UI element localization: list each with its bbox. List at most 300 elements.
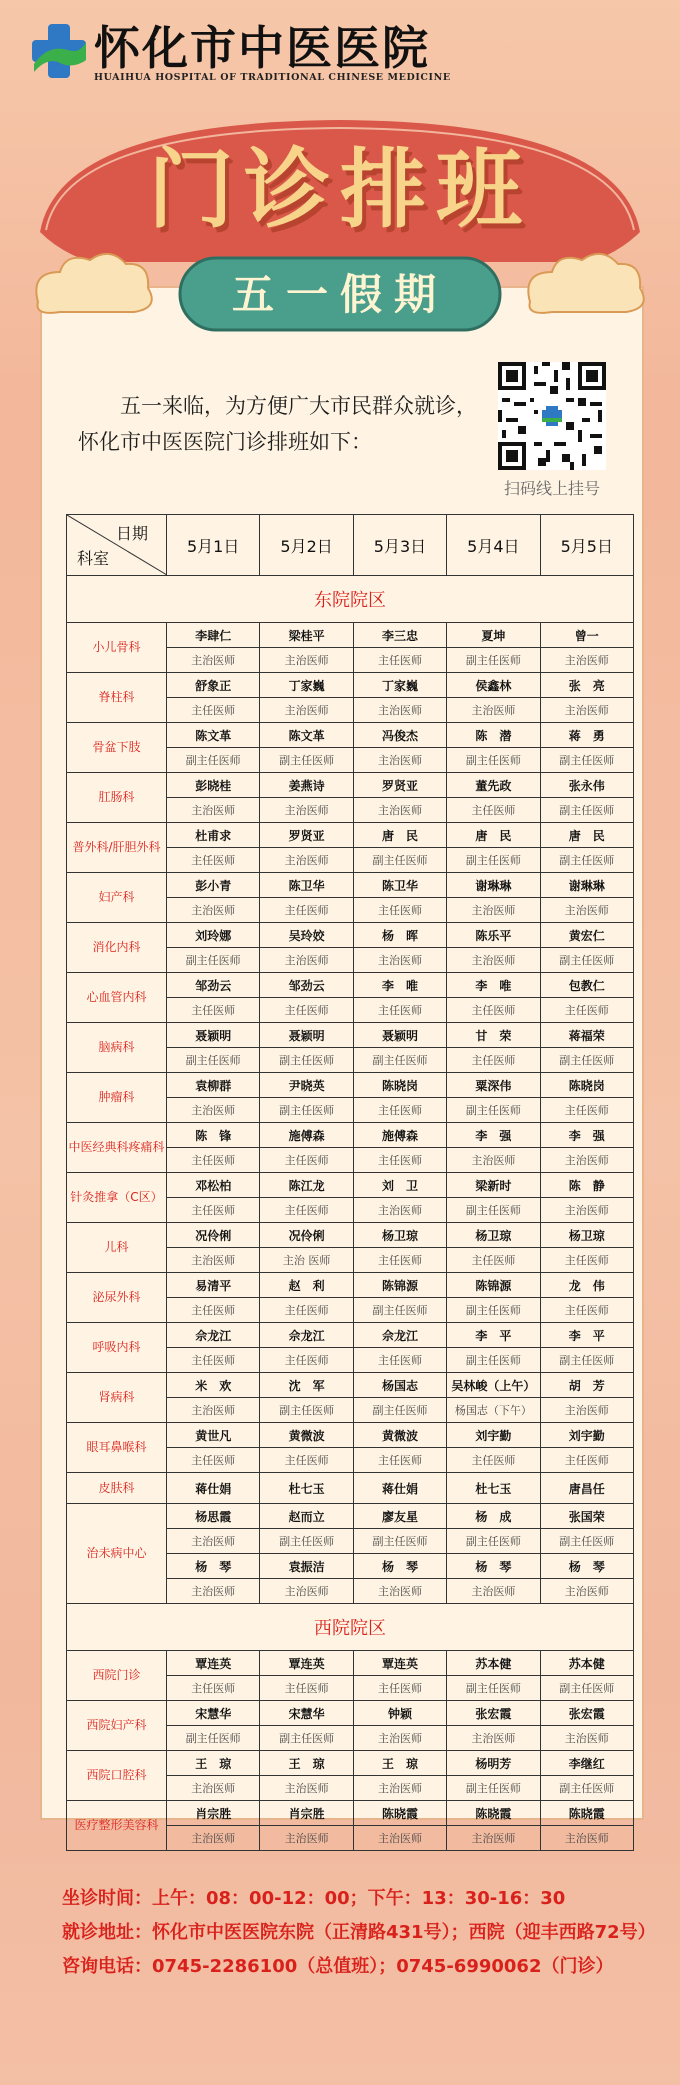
doctor-name: 粟深伟 (447, 1073, 540, 1098)
doctor-row (67, 1173, 634, 1198)
department-name: 眼耳鼻喉科 (67, 1423, 167, 1473)
phone-line (62, 1950, 662, 1984)
doctor-title: 主任医师 (353, 1348, 446, 1373)
table-header-row (67, 515, 634, 576)
doctor-name: 覃连英 (353, 1651, 446, 1676)
doctor-title: 主任医师 (353, 1676, 446, 1701)
doctor-name: 黄世凡 (167, 1423, 260, 1448)
doctor-title: 副主任医师 (447, 1198, 540, 1223)
doctor-name: 袁振洁 (260, 1554, 353, 1579)
doctor-title: 主治医师 (167, 898, 260, 923)
doctor-title: 主任医师 (447, 798, 540, 823)
doctor-title: 副主任医师 (447, 1298, 540, 1323)
doctor-row (67, 1123, 634, 1148)
date-header: 5月5日 (540, 515, 633, 576)
doctor-name: 况伶俐 (167, 1223, 260, 1248)
intro-text (78, 388, 498, 460)
doctor-name: 苏本健 (540, 1651, 633, 1676)
doctor-name: 陈锦源 (447, 1273, 540, 1298)
doctor-name: 刘玲娜 (167, 923, 260, 948)
doctor-title: 主任医师 (260, 1148, 353, 1173)
doctor-title: 主治医师 (167, 1826, 260, 1851)
doctor-title: 主治医师 (167, 1248, 260, 1273)
doctor-title: 主治医师 (353, 1776, 446, 1801)
section-row-east (67, 576, 634, 623)
doctor-title: 主治医师 (540, 1826, 633, 1851)
section-row-west (67, 1604, 634, 1651)
doctor-row (67, 1373, 634, 1398)
doctor-title: 主任医师 (260, 1448, 353, 1473)
department-name: 骨盆下肢 (67, 723, 167, 773)
doctor-name: 陈文革 (167, 723, 260, 748)
doctor-title: 主任医师 (167, 698, 260, 723)
doctor-title: 副主任医师 (353, 1298, 446, 1323)
doctor-name: 李 唯 (353, 973, 446, 998)
doctor-name: 杨 晖 (353, 923, 446, 948)
doctor-title: 主任医师 (540, 998, 633, 1023)
doctor-title: 副主任医师 (353, 1048, 446, 1073)
doctor-row (67, 973, 634, 998)
doctor-name: 梁桂平 (260, 623, 353, 648)
corner-cell (67, 515, 167, 576)
doctor-name: 董先政 (447, 773, 540, 798)
doctor-name: 舒象正 (167, 673, 260, 698)
doctor-title: 主任医师 (447, 1248, 540, 1273)
qr-caption: 扫码线上挂号 (503, 479, 600, 498)
doctor-name: 宋慧华 (167, 1701, 260, 1726)
doctor-name: 李继红 (540, 1751, 633, 1776)
doctor-title: 主治医师 (447, 1826, 540, 1851)
address-value: 怀化市中医医院东院（正清路431号）；西院（迎丰西路72号） (152, 1922, 656, 1943)
doctor-title: 主治医师 (260, 1579, 353, 1604)
doctor-name: 陈晓霞 (353, 1801, 446, 1826)
doctor-name: 聂颖明 (167, 1023, 260, 1048)
doctor-title: 主任医师 (167, 848, 260, 873)
doctor-title: 主任医师 (447, 1448, 540, 1473)
doctor-name: 佘龙江 (260, 1323, 353, 1348)
doctor-name: 邹劲云 (260, 973, 353, 998)
doctor-name: 杨国志 (353, 1373, 446, 1398)
qr-code-icon[interactable] (498, 362, 606, 470)
doctor-title: 主任医师 (447, 1048, 540, 1073)
doctor-title: 主治医师 (167, 648, 260, 673)
doctor-name: 冯俊杰 (353, 723, 446, 748)
doctor-title: 主任医师 (260, 1198, 353, 1223)
phone-label: 咨询电话： (62, 1956, 152, 1977)
doctor-title: 主任医师 (167, 1148, 260, 1173)
doctor-name: 张国荣 (540, 1504, 633, 1529)
doctor-name: 包教仁 (540, 973, 633, 998)
doctor-title: 主治医师 (353, 1726, 446, 1751)
address-line (62, 1916, 662, 1950)
doctor-name: 陈晓霞 (540, 1801, 633, 1826)
doctor-title: 主治 医师 (260, 1248, 353, 1273)
doctor-title: 副主任医师 (540, 798, 633, 823)
date-header: 5月2日 (260, 515, 353, 576)
doctor-name: 夏坤 (447, 623, 540, 648)
doctor-title: 副主任医师 (167, 948, 260, 973)
doctor-title: 主治医师 (540, 1398, 633, 1423)
doctor-name: 蒋仕娟 (353, 1473, 446, 1504)
section-label: 东院院区 (67, 576, 634, 623)
doctor-name: 曾一 (540, 623, 633, 648)
doctor-title: 主治医师 (167, 1529, 260, 1554)
doctor-title: 副主任医师 (260, 1048, 353, 1073)
doctor-title: 主治医师 (260, 848, 353, 873)
doctor-name: 钟颖 (353, 1701, 446, 1726)
doctor-name: 陈锦源 (353, 1273, 446, 1298)
doctor-title: 副主任医师 (540, 1048, 633, 1073)
doctor-title: 副主任医师 (260, 1529, 353, 1554)
doctor-title: 主治医师 (167, 1098, 260, 1123)
department-name: 脊柱科 (67, 673, 167, 723)
doctor-name: 施傅森 (353, 1123, 446, 1148)
department-name: 肿瘤科 (67, 1073, 167, 1123)
hours-label: 坐诊时间： (62, 1888, 152, 1909)
doctor-title: 主治医师 (447, 698, 540, 723)
doctor-name: 刘宇勤 (447, 1423, 540, 1448)
doctor-title: 主任医师 (167, 1298, 260, 1323)
doctor-title: 副主任医师 (260, 1398, 353, 1423)
doctor-title: 主治医师 (353, 748, 446, 773)
doctor-title: 主治医师 (260, 698, 353, 723)
doctor-name: 彭晓桂 (167, 773, 260, 798)
department-name: 泌尿外科 (67, 1273, 167, 1323)
doctor-title: 主任医师 (167, 1348, 260, 1373)
doctor-title: 副主任医师 (260, 1726, 353, 1751)
doctor-name: 苏本健 (447, 1651, 540, 1676)
doctor-name: 彭小青 (167, 873, 260, 898)
doctor-title: 主治医师 (540, 698, 633, 723)
doctor-title: 副主任医师 (540, 1776, 633, 1801)
doctor-name: 覃连英 (260, 1651, 353, 1676)
department-name: 儿科 (67, 1223, 167, 1273)
doctor-row (67, 1423, 634, 1448)
doctor-name: 谢琳琳 (447, 873, 540, 898)
doctor-name: 杨明芳 (447, 1751, 540, 1776)
doctor-title: 主治医师 (540, 1579, 633, 1604)
doctor-title: 副主任医师 (540, 748, 633, 773)
doctor-name: 张宏霞 (447, 1701, 540, 1726)
doctor-name: 聂颖明 (260, 1023, 353, 1048)
hospital-name: 怀化市中医医院 (94, 21, 430, 75)
doctor-name: 肖宗胜 (260, 1801, 353, 1826)
doctor-name: 杜七玉 (260, 1473, 353, 1504)
doctor-title: 副主任医师 (540, 848, 633, 873)
doctor-name: 肖宗胜 (167, 1801, 260, 1826)
corner-date-label: 日期 (115, 524, 148, 543)
doctor-name: 况伶俐 (260, 1223, 353, 1248)
doctor-name: 黄微波 (260, 1423, 353, 1448)
doctor-title: 主治医师 (260, 948, 353, 973)
doctor-name: 罗贤亚 (260, 823, 353, 848)
corner-dept-label: 科室 (77, 549, 110, 568)
doctor-title: 主任医师 (167, 1676, 260, 1701)
doctor-title: 主任医师 (540, 1098, 633, 1123)
doctor-title: 主任医师 (167, 1198, 260, 1223)
doctor-name: 陈 静 (540, 1173, 633, 1198)
doctor-title: 主治医师 (260, 1776, 353, 1801)
department-name: 小儿骨科 (67, 623, 167, 673)
doctor-title: 副主任医师 (540, 1676, 633, 1701)
doctor-row (67, 1473, 634, 1504)
doctor-title: 主任医师 (260, 998, 353, 1023)
banner-subtitle: 五一假期 (231, 270, 448, 319)
doctor-title: 杨国志（下午） (447, 1398, 540, 1423)
address-label: 就诊地址： (62, 1922, 152, 1943)
doctor-name: 王 琼 (167, 1751, 260, 1776)
doctor-name: 蒋福荣 (540, 1023, 633, 1048)
doctor-name: 梁新时 (447, 1173, 540, 1198)
doctor-title: 副主任医师 (353, 1529, 446, 1554)
doctor-name: 米 欢 (167, 1373, 260, 1398)
doctor-name: 陈卫华 (353, 873, 446, 898)
doctor-name: 姜燕诗 (260, 773, 353, 798)
doctor-title: 主任医师 (353, 998, 446, 1023)
doctor-name: 龙 伟 (540, 1273, 633, 1298)
doctor-row (67, 1504, 634, 1529)
department-name: 妇产科 (67, 873, 167, 923)
doctor-name: 杨思霞 (167, 1504, 260, 1529)
hospital-name-en: HUAIHUA HOSPITAL OF TRADITIONAL CHINESE MEDICINE (94, 72, 451, 83)
doctor-name: 杨 琴 (447, 1554, 540, 1579)
doctor-name: 陈乐平 (447, 923, 540, 948)
doctor-name: 廖友星 (353, 1504, 446, 1529)
doctor-name: 聂颖明 (353, 1023, 446, 1048)
doctor-name: 陈卫华 (260, 873, 353, 898)
doctor-title: 主任医师 (540, 1248, 633, 1273)
department-name: 心血管内科 (67, 973, 167, 1023)
doctor-title: 主治医师 (447, 1726, 540, 1751)
doctor-title: 主任医师 (260, 1676, 353, 1701)
doctor-name: 黄宏仁 (540, 923, 633, 948)
doctor-row (67, 1323, 634, 1348)
date-header: 5月1日 (167, 515, 260, 576)
department-name: 呼吸内科 (67, 1323, 167, 1373)
doctor-row (67, 1651, 634, 1676)
intro-line-2: 怀化市中医医院门诊排班如下： (78, 430, 372, 454)
phone-value[interactable]: 0745-2286100（总值班）；0745-6990062（门诊） (152, 1956, 614, 1977)
doctor-title: 主治医师 (447, 898, 540, 923)
doctor-name: 陈晓岗 (540, 1073, 633, 1098)
department-name: 针灸推拿（C区） (67, 1173, 167, 1223)
doctor-title: 主任医师 (260, 898, 353, 923)
doctor-title: 副主任医师 (447, 748, 540, 773)
doctor-name: 陈晓岗 (353, 1073, 446, 1098)
department-name: 西院门诊 (67, 1651, 167, 1701)
doctor-row (67, 723, 634, 748)
doctor-title: 主任医师 (260, 1298, 353, 1323)
doctor-name: 杨 成 (447, 1504, 540, 1529)
department-name: 皮肤科 (67, 1473, 167, 1504)
doctor-title: 主任医师 (167, 1448, 260, 1473)
doctor-name: 甘 荣 (447, 1023, 540, 1048)
doctor-title: 副主任医师 (260, 1098, 353, 1123)
doctor-name: 杨 琴 (540, 1554, 633, 1579)
doctor-name: 王 琼 (353, 1751, 446, 1776)
doctor-name: 罗贤亚 (353, 773, 446, 798)
doctor-title: 主治医师 (167, 1579, 260, 1604)
doctor-title: 副主任医师 (447, 1676, 540, 1701)
doctor-row (67, 673, 634, 698)
doctor-title: 副主任医师 (447, 1776, 540, 1801)
doctor-name: 张永伟 (540, 773, 633, 798)
doctor-name: 李 平 (540, 1323, 633, 1348)
doctor-name: 王 琼 (260, 1751, 353, 1776)
doctor-name: 陈 潜 (447, 723, 540, 748)
doctor-row (67, 923, 634, 948)
date-header: 5月3日 (353, 515, 446, 576)
doctor-title: 主治医师 (167, 1776, 260, 1801)
doctor-title: 主治医师 (447, 948, 540, 973)
doctor-name: 刘宇勤 (540, 1423, 633, 1448)
doctor-title: 主治医师 (260, 1826, 353, 1851)
doctor-name: 李 强 (447, 1123, 540, 1148)
doctor-name: 邹劲云 (167, 973, 260, 998)
doctor-title: 主治医师 (447, 1148, 540, 1173)
doctor-name: 侯鑫林 (447, 673, 540, 698)
doctor-title: 主治医师 (353, 1579, 446, 1604)
doctor-name: 沈 军 (260, 1373, 353, 1398)
doctor-title: 主治医师 (353, 948, 446, 973)
doctor-name: 陈 锋 (167, 1123, 260, 1148)
department-name: 西院妇产科 (67, 1701, 167, 1751)
doctor-title: 副主任医师 (447, 648, 540, 673)
doctor-name: 吴玲姣 (260, 923, 353, 948)
doctor-title: 主治医师 (167, 798, 260, 823)
doctor-name: 杜七玉 (447, 1473, 540, 1504)
doctor-name: 丁家巍 (260, 673, 353, 698)
department-name: 西院口腔科 (67, 1751, 167, 1801)
doctor-row (67, 1701, 634, 1726)
intro-line-1: 五一来临，为方便广大市民群众就诊， (120, 394, 477, 418)
hospital-logo (28, 20, 468, 86)
doctor-title: 副主任医师 (447, 1529, 540, 1554)
doctor-title: 副主任医师 (167, 748, 260, 773)
doctor-title: 主任医师 (353, 1098, 446, 1123)
doctor-title: 副主任医师 (353, 1398, 446, 1423)
doctor-title: 主任医师 (447, 998, 540, 1023)
doctor-title: 主治医师 (540, 1148, 633, 1173)
medical-cross-icon (28, 20, 90, 82)
doctor-title: 副主任医师 (447, 1348, 540, 1373)
section-label: 西院院区 (67, 1604, 634, 1651)
doctor-name: 杨卫琼 (447, 1223, 540, 1248)
date-header: 5月4日 (447, 515, 540, 576)
doctor-name: 陈晓霞 (447, 1801, 540, 1826)
doctor-name: 赵 利 (260, 1273, 353, 1298)
doctor-title: 主任医师 (353, 1448, 446, 1473)
doctor-name: 杨卫琼 (353, 1223, 446, 1248)
doctor-name: 陈文革 (260, 723, 353, 748)
doctor-name: 李三忠 (353, 623, 446, 648)
banner-title: 门诊排班 (148, 139, 532, 240)
department-name: 肛肠科 (67, 773, 167, 823)
doctor-title: 副主任医师 (540, 1348, 633, 1373)
doctor-name: 胡 芳 (540, 1373, 633, 1398)
doctor-name: 唐 民 (540, 823, 633, 848)
doctor-name: 杜甫求 (167, 823, 260, 848)
doctor-row (67, 873, 634, 898)
doctor-row (67, 1273, 634, 1298)
doctor-name: 丁家巍 (353, 673, 446, 698)
doctor-name: 张宏霞 (540, 1701, 633, 1726)
doctor-name: 佘龙江 (167, 1323, 260, 1348)
doctor-title: 副主任医师 (167, 1726, 260, 1751)
doctor-title: 主治医师 (353, 798, 446, 823)
doctor-title: 主任医师 (167, 998, 260, 1023)
doctor-row (67, 1023, 634, 1048)
doctor-title: 副主任医师 (353, 848, 446, 873)
doctor-title: 主治医师 (353, 1826, 446, 1851)
doctor-row (67, 773, 634, 798)
doctor-name: 施傅森 (260, 1123, 353, 1148)
doctor-title: 主治医师 (353, 1198, 446, 1223)
doctor-title: 主任医师 (353, 1148, 446, 1173)
doctor-title: 副主任医师 (447, 848, 540, 873)
doctor-row (67, 1073, 634, 1098)
doctor-name: 蒋仕娟 (167, 1473, 260, 1504)
doctor-title: 副主任医师 (447, 1098, 540, 1123)
doctor-title: 主任医师 (260, 1348, 353, 1373)
doctor-row (67, 823, 634, 848)
department-name: 脑病科 (67, 1023, 167, 1073)
doctor-name: 佘龙江 (353, 1323, 446, 1348)
doctor-row (67, 623, 634, 648)
doctor-name: 刘 卫 (353, 1173, 446, 1198)
doctor-row (67, 1801, 634, 1826)
doctor-name: 唐 民 (447, 823, 540, 848)
department-name: 中医经典科疼痛科 (67, 1123, 167, 1173)
hours-value: 上午：08：00-12：00；下午：13：30-16：30 (152, 1888, 566, 1909)
doctor-name: 杨 琴 (353, 1554, 446, 1579)
doctor-name: 张 亮 (540, 673, 633, 698)
title-banner (30, 112, 650, 342)
doctor-title: 主任医师 (353, 898, 446, 923)
doctor-name: 蒋 勇 (540, 723, 633, 748)
doctor-name: 李 强 (540, 1123, 633, 1148)
doctor-title: 副主任医师 (260, 748, 353, 773)
doctor-name: 覃连英 (167, 1651, 260, 1676)
hours-line (62, 1882, 662, 1916)
doctor-title: 副主任医师 (167, 1048, 260, 1073)
doctor-name: 陈江龙 (260, 1173, 353, 1198)
department-name: 消化内科 (67, 923, 167, 973)
doctor-name: 赵而立 (260, 1504, 353, 1529)
doctor-name: 袁柳群 (167, 1073, 260, 1098)
doctor-title: 主任医师 (353, 1248, 446, 1273)
doctor-name: 谢琳琳 (540, 873, 633, 898)
doctor-name: 邓松柏 (167, 1173, 260, 1198)
doctor-title: 主治医师 (540, 1198, 633, 1223)
doctor-name: 唐昌任 (540, 1473, 633, 1504)
doctor-name: 唐 民 (353, 823, 446, 848)
footer-info (62, 1882, 662, 1984)
doctor-title: 主治医师 (260, 648, 353, 673)
department-name: 医疗整形美容科 (67, 1801, 167, 1851)
doctor-title: 主治医师 (447, 1579, 540, 1604)
department-name: 普外科/肝胆外科 (67, 823, 167, 873)
doctor-row (67, 1223, 634, 1248)
doctor-title: 主任医师 (353, 648, 446, 673)
doctor-name: 李 唯 (447, 973, 540, 998)
doctor-title: 主治医师 (540, 1726, 633, 1751)
doctor-title: 主任医师 (540, 1298, 633, 1323)
doctor-title: 主任医师 (540, 1448, 633, 1473)
doctor-name: 宋慧华 (260, 1701, 353, 1726)
doctor-name: 李肆仁 (167, 623, 260, 648)
doctor-name: 杨 琴 (167, 1554, 260, 1579)
